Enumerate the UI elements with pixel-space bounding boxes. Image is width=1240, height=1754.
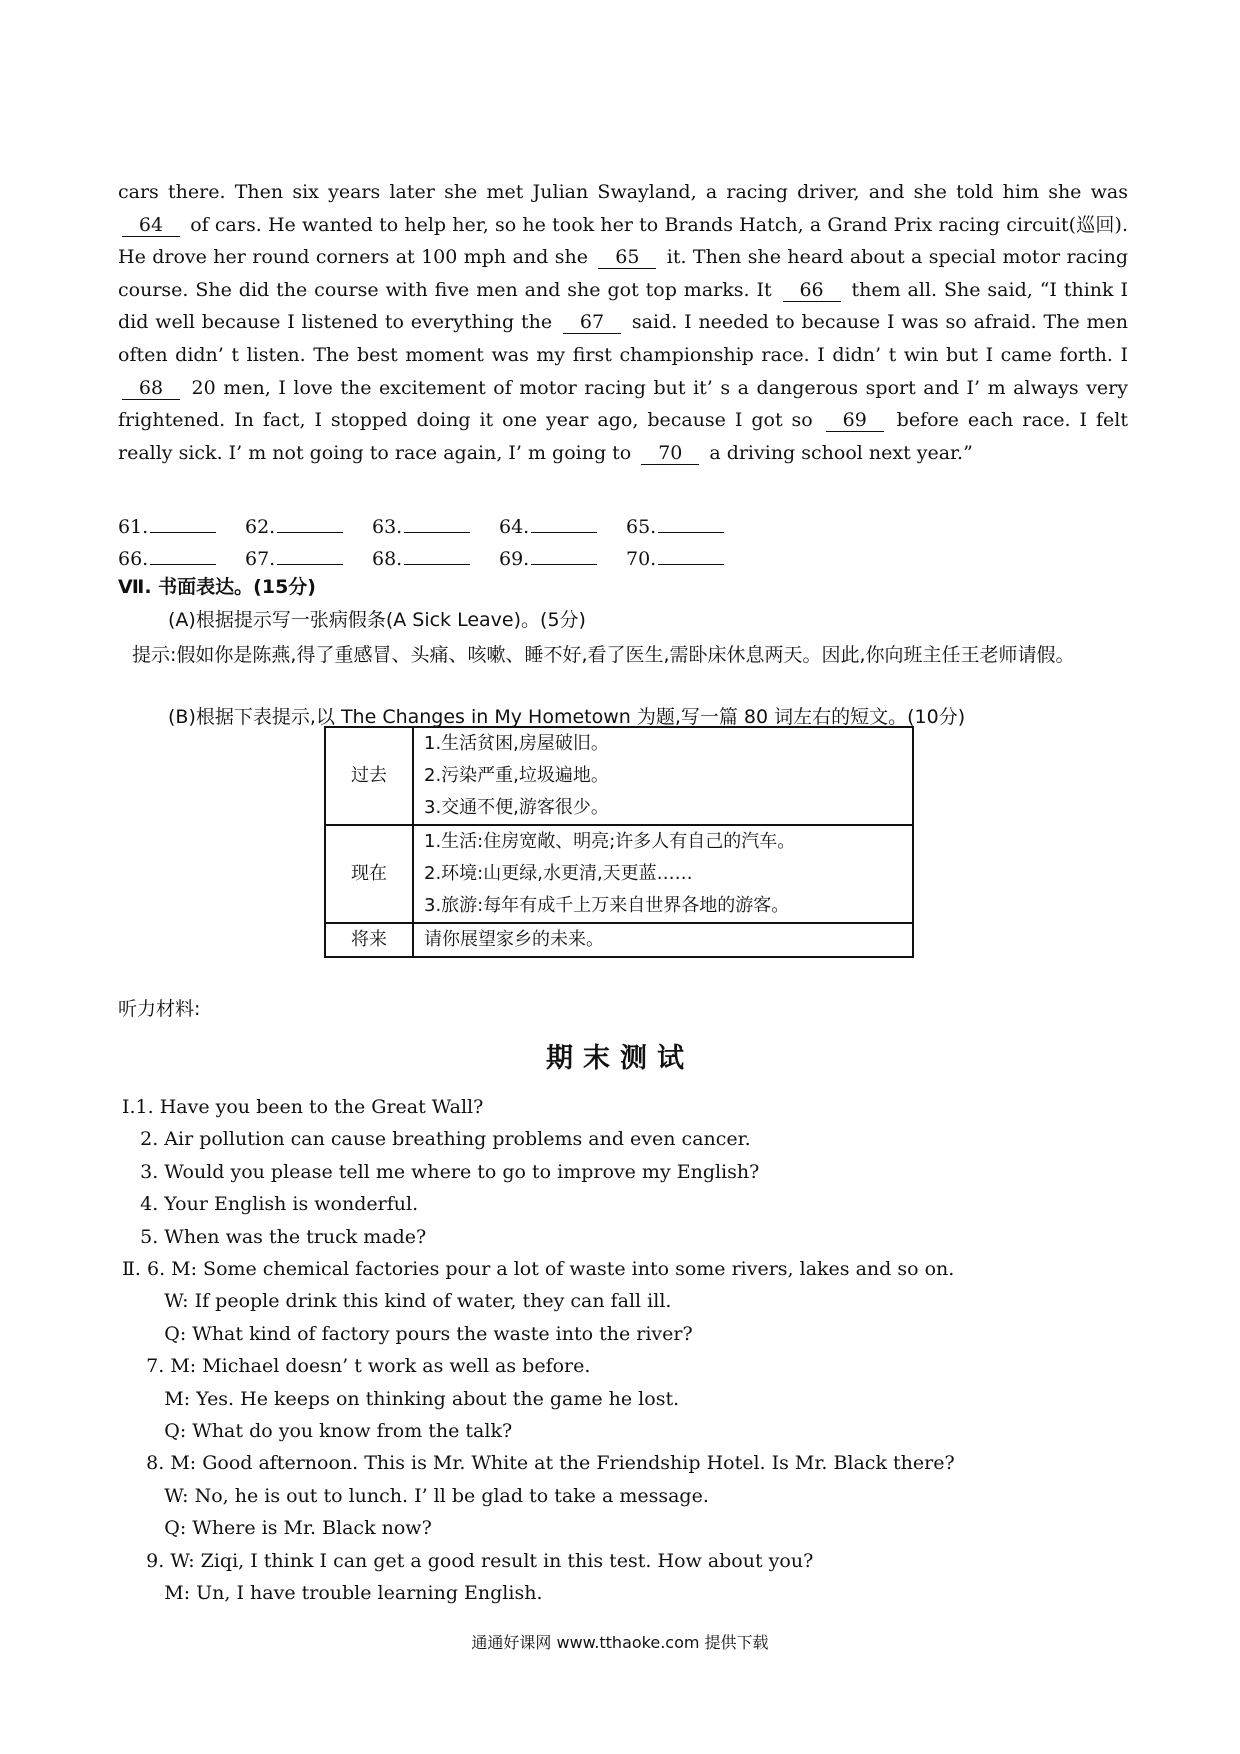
answer-line[interactable] bbox=[277, 563, 343, 565]
answer-number: 65. bbox=[626, 516, 657, 538]
answer-item bbox=[499, 516, 626, 538]
table-row-label: 将来 bbox=[325, 923, 413, 957]
answer-item bbox=[118, 548, 245, 570]
answer-number: 66. bbox=[118, 548, 149, 570]
answer-item bbox=[372, 516, 499, 538]
answer-line[interactable] bbox=[658, 531, 724, 533]
table-row-label: 现在 bbox=[325, 825, 413, 923]
cloze-blank: 68 bbox=[122, 377, 180, 400]
cloze-blank: 69 bbox=[826, 409, 884, 432]
script-line: Ⅱ. 6. M: Some chemical factories pour a lot of waste into some rivers, lakes and so on. bbox=[122, 1258, 955, 1281]
table-item: 2.环境:山更绿,水更清,天更蓝…… bbox=[424, 863, 693, 884]
table-row-content bbox=[413, 923, 913, 957]
writing-task-b: (B)根据下表提示,以 The Changes in My Hometown 为题,写一篇 80 词左右的短文。(10分) bbox=[168, 706, 966, 728]
table-row-label: 过去 bbox=[325, 727, 413, 825]
script-line: M: Yes. He keeps on thinking about the game he lost. bbox=[122, 1387, 680, 1410]
script-line: 5. When was the truck made? bbox=[122, 1225, 427, 1248]
answer-line[interactable] bbox=[531, 563, 597, 565]
writing-hint: 提示:假如你是陈燕,得了重感冒、头痛、咳嗽、睡不好,看了医生,需卧床休息两天。因此,你向班主任王老师请假。 bbox=[132, 644, 1075, 666]
passage-text: 20 men, I love the excitement of motor racing but it’ s a dangerous sport and I’ m always very frightened. In fact, I stopped doing it one year ago, because I got so bbox=[118, 376, 1128, 432]
table-item: 1.生活:住房宽敞、明亮;许多人有自己的汽车。 bbox=[424, 831, 796, 852]
script-line: Q: What kind of factory pours the waste into the river? bbox=[122, 1322, 693, 1345]
answer-number: 67. bbox=[245, 548, 276, 570]
section-heading: Ⅶ. 书面表达。(15分) bbox=[118, 576, 316, 598]
answer-row bbox=[118, 506, 818, 538]
answer-item bbox=[372, 548, 499, 570]
passage-text: said. I needed to because I was so afraid. The men often didn’ t listen. The best moment was my first championship race. I didn’ t win but I came forth. I bbox=[118, 311, 1128, 366]
passage-text: of cars. He wanted to help her, so he took her to Brands Hatch, a Grand Prix racing circuit(巡回). He drove her round corners at 100 mph and she bbox=[118, 213, 1128, 269]
script-line: 4. Your English is wonderful. bbox=[122, 1193, 419, 1216]
answer-line[interactable] bbox=[150, 563, 216, 565]
answer-item bbox=[626, 516, 753, 538]
script-line: 9. W: Ziqi, I think I can get a good result in this test. How about you? bbox=[122, 1549, 814, 1572]
table-item: 1.生活贫困,房屋破旧。 bbox=[424, 733, 609, 754]
table-item: 请你展望家乡的未来。 bbox=[424, 929, 604, 950]
cloze-blank: 64 bbox=[122, 214, 180, 237]
cloze-blank: 70 bbox=[641, 442, 699, 465]
answer-number: 63. bbox=[372, 516, 403, 538]
script-line: 2. Air pollution can cause breathing problems and even cancer. bbox=[122, 1128, 751, 1151]
answer-number: 61. bbox=[118, 516, 149, 538]
script-line: 7. M: Michael doesn’ t work as well as before. bbox=[122, 1355, 591, 1378]
passage-text: it. Then she heard about a special motor racing course. She did the course with five men and she got top marks. It bbox=[118, 246, 1128, 301]
table-row-content bbox=[413, 825, 913, 923]
table-row-content bbox=[413, 727, 913, 825]
answer-row bbox=[118, 538, 818, 570]
script-line: 8. M: Good afternoon. This is Mr. White at the Friendship Hotel. Is Mr. Black there? bbox=[122, 1452, 955, 1475]
answer-blanks bbox=[118, 506, 818, 570]
answer-number: 64. bbox=[499, 516, 530, 538]
answer-item bbox=[245, 516, 372, 538]
answer-number: 62. bbox=[245, 516, 276, 538]
answer-number: 70. bbox=[626, 548, 657, 570]
passage-text: them all. She said, “I think I did well because I listened to everything the bbox=[118, 278, 1128, 334]
answer-line[interactable] bbox=[404, 563, 470, 565]
answer-item bbox=[626, 548, 753, 570]
hometown-changes-table bbox=[324, 726, 914, 958]
writing-task-a: (A)根据提示写一张病假条(A Sick Leave)。(5分) bbox=[168, 609, 586, 631]
page-footer: 通通好课网 www.tthaoke.com 提供下载 bbox=[471, 1633, 769, 1652]
table-item: 3.旅游:每年有成千上万来自世界各地的游客。 bbox=[424, 895, 790, 916]
script-line: Ⅰ.1. Have you been to the Great Wall? bbox=[122, 1096, 484, 1118]
script-line: W: If people drink this kind of water, they can fall ill. bbox=[122, 1290, 672, 1313]
passage-text: a driving school next year.” bbox=[703, 441, 973, 464]
table-item: 3.交通不便,游客很少。 bbox=[424, 797, 609, 818]
passage-text: before each race. I felt really sick. I’ m not going to race again, I’ m going to bbox=[118, 409, 1128, 464]
cloze-passage bbox=[118, 176, 1128, 469]
script-line: 3. Would you please tell me where to go to improve my English? bbox=[122, 1160, 760, 1183]
listening-label: 听力材料: bbox=[118, 998, 201, 1020]
cloze-blank: 67 bbox=[563, 311, 621, 334]
cloze-blank: 65 bbox=[598, 246, 656, 269]
answer-item bbox=[245, 548, 372, 570]
answer-line[interactable] bbox=[277, 531, 343, 533]
answer-line[interactable] bbox=[150, 531, 216, 533]
script-line: Q: Where is Mr. Black now? bbox=[122, 1517, 432, 1540]
answer-number: 69. bbox=[499, 548, 530, 570]
listening-script bbox=[122, 1091, 1122, 1610]
table-row bbox=[325, 923, 913, 957]
answer-line[interactable] bbox=[658, 563, 724, 565]
script-line: W: No, he is out to lunch. I’ ll be glad to take a message. bbox=[122, 1484, 709, 1507]
script-line: Q: What do you know from the talk? bbox=[122, 1420, 513, 1443]
answer-item bbox=[118, 516, 245, 538]
exam-title: 期末测试 bbox=[546, 1043, 694, 1074]
passage-text: cars there. Then six years later she met Julian Swayland, a racing driver, and she told him she was bbox=[118, 181, 1128, 203]
answer-item bbox=[499, 548, 626, 570]
answer-number: 68. bbox=[372, 548, 403, 570]
cloze-blank: 66 bbox=[783, 279, 841, 302]
script-line: M: Un, I have trouble learning English. bbox=[122, 1582, 543, 1605]
table-row bbox=[325, 825, 913, 923]
answer-line[interactable] bbox=[531, 531, 597, 533]
table-row bbox=[325, 727, 913, 825]
answer-line[interactable] bbox=[404, 531, 470, 533]
table-item: 2.污染严重,垃圾遍地。 bbox=[424, 765, 609, 786]
